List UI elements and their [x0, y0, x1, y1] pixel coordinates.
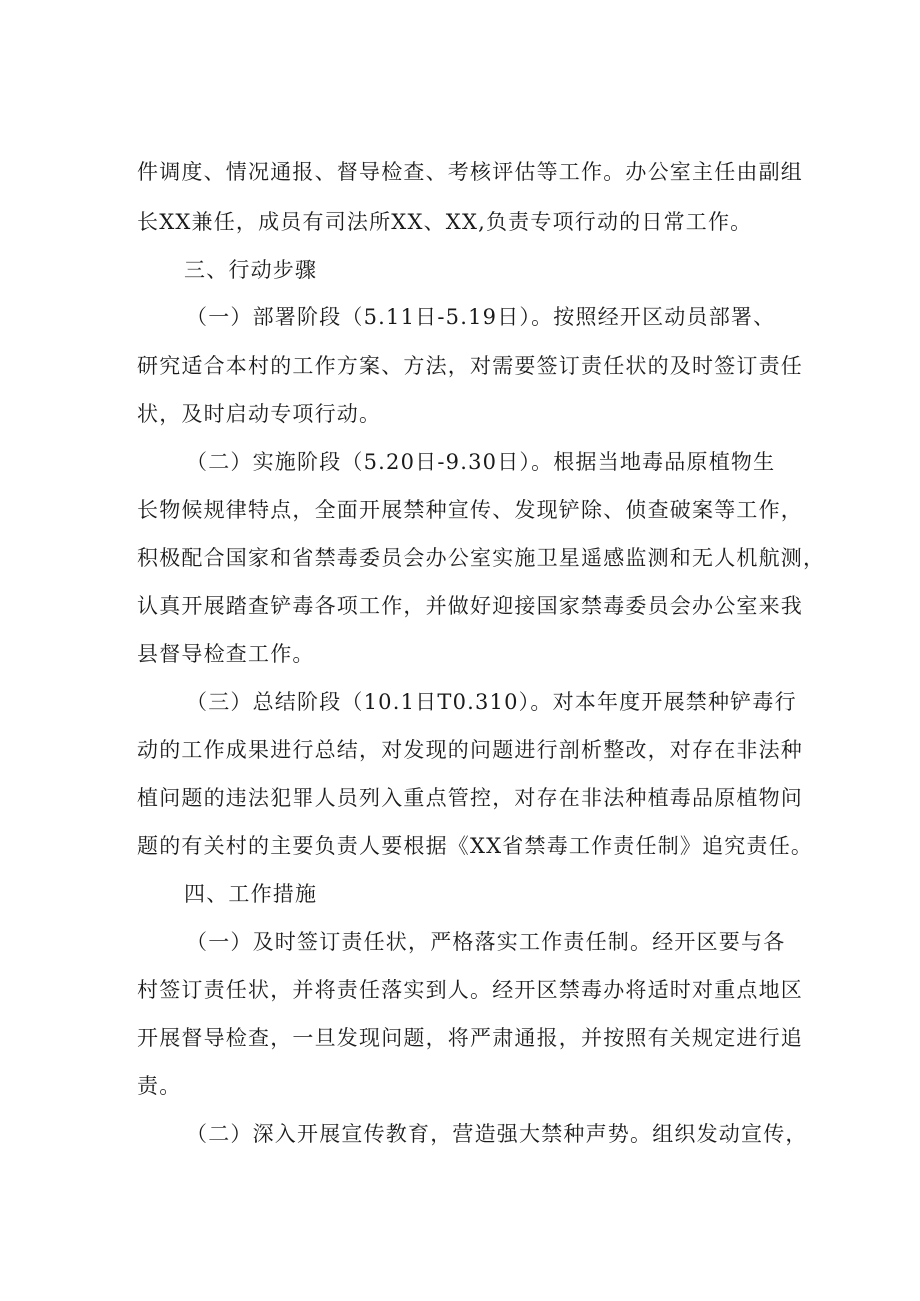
body-text-line: 长XX兼任，成员有司法所XX、XX,负责专项行动的日常工作。 — [137, 210, 753, 234]
body-text-line: 长物候规律特点，全面开展禁种宣传、发现铲除、侦查破案等工作， — [137, 498, 803, 522]
body-text-line: （一）及时签订责任状，严格落实工作责任制。经开区要与各 — [186, 930, 786, 954]
body-text-line: 题的有关村的主要负责人要根据《XX省禁毒工作责任制》追究责任。 — [137, 834, 814, 858]
section-heading: 四、工作措施 — [184, 882, 318, 906]
body-text-line: 植问题的违法犯罪人员列入重点管控，对存在非法种植毒品原植物问 — [137, 786, 803, 810]
body-text-line: 研究适合本村的工作方案、方法，对需要签订责任状的及时签订责任 — [137, 354, 803, 378]
body-text-line: （二）实施阶段（5.20日-9.30日）。根据当地毒品原植物生 — [186, 450, 776, 474]
body-text-line: 积极配合国家和省禁毒委员会办公室实施卫星遥感监测和无人机航测， — [137, 546, 826, 570]
body-text-line: 认真开展踏查铲毒各项工作，并做好迎接国家禁毒委员会办公室来我 — [137, 594, 803, 618]
body-text-line: （二）深入开展宣传教育，营造强大禁种声势。组织发动宣传， — [186, 1122, 808, 1146]
section-heading: 三、行动步骤 — [184, 258, 318, 282]
body-text-line: 件调度、情况通报、督导检查、考核评估等工作。办公室主任由副组 — [137, 160, 803, 184]
body-text-line: （一）部署阶段（5.11日-5.19日）。按照经开区动员部署、 — [186, 305, 776, 329]
body-text-line: 县督导检查工作。 — [137, 642, 315, 666]
body-text-line: （三）总结阶段（10.1日T0.310）。对本年度开展禁种铲毒行 — [186, 690, 797, 714]
body-text-line: 状，及时启动专项行动。 — [137, 402, 382, 426]
body-text-line: 村签订责任状，并将责任落实到人。经开区禁毒办将适时对重点地区 — [137, 978, 803, 1002]
body-text-line: 开展督导检查，一旦发现问题，将严肃通报，并按照有关规定进行追 — [137, 1026, 803, 1050]
body-text-line: 动的工作成果进行总结，对发现的问题进行剖析整改，对存在非法种 — [137, 738, 803, 762]
body-text-line: 责。 — [137, 1074, 182, 1098]
